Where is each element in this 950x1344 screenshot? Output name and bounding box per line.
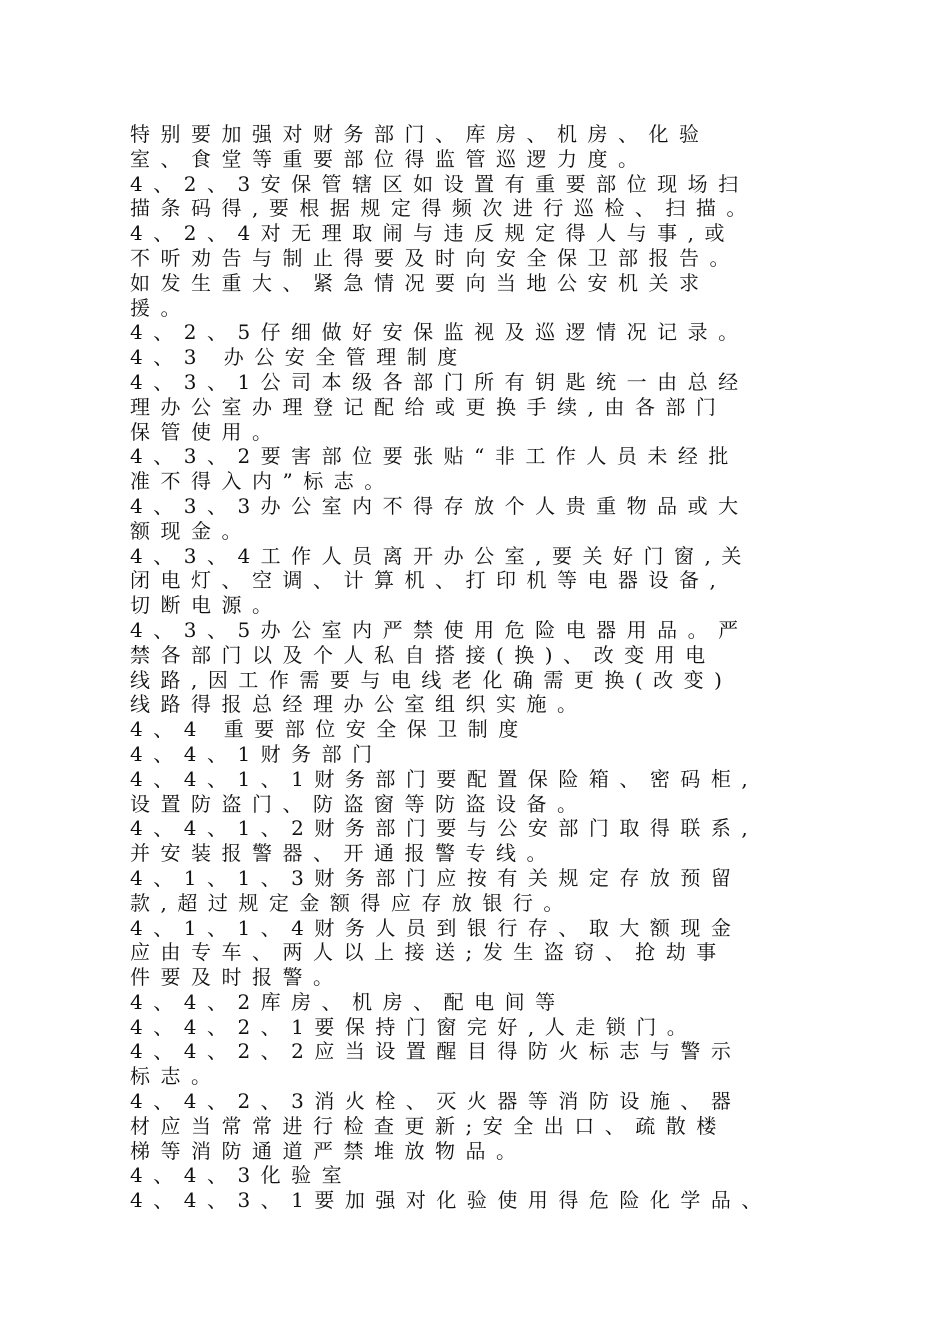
text-line: 保管使用。 bbox=[130, 419, 283, 444]
text-line: 材应当常常进行检查更新;安全出口、疏散楼 bbox=[130, 1113, 727, 1138]
text-line: 如发生重大、紧急情况要向当地公安机关求 bbox=[130, 270, 710, 295]
text-line: 并安装报警器、开通报警专线。 bbox=[130, 841, 557, 866]
text-line: 4、3、5办公室内严禁使用危险电器用品。严 bbox=[130, 617, 749, 642]
text-line: 禁各部门以及个人私自搭接(换)、改变用电 bbox=[130, 642, 716, 667]
text-line: 线路,因工作需要与电线老化确需更换(改变) bbox=[130, 667, 733, 692]
text-line: 4、4、2、3消火栓、灭火器等消防设施、器 bbox=[130, 1089, 742, 1114]
text-line: 4、2、5仔细做好安保监视及巡逻情况记录。 bbox=[130, 320, 749, 345]
text-line: 4、2、3安保管辖区如设置有重要部位现场扫 bbox=[130, 171, 749, 196]
text-line: 件要及时报警。 bbox=[130, 965, 344, 990]
text-line: 4、3、1公司本级各部门所有钥匙统一由总经 bbox=[130, 369, 749, 394]
text-line: 4、4、2、1要保持门窗完好,人走锁门。 bbox=[130, 1014, 698, 1039]
text-line: 设置防盗门、防盗窗等防盗设备。 bbox=[130, 791, 588, 816]
text-line: 不听劝告与制止得要及时向安全保卫部报告。 bbox=[130, 245, 740, 270]
text-line: 切断电源。 bbox=[130, 593, 283, 618]
text-line: 4、3、2要害部位要张贴“非工作人员未经批 bbox=[130, 444, 739, 469]
text-line: 标志。 bbox=[130, 1064, 222, 1089]
text-line: 应由专车、两人以上接送;发生盗窃、抢劫事 bbox=[130, 940, 727, 965]
text-line: 援。 bbox=[130, 295, 191, 320]
subsection-heading: 4、4、1财务部门 bbox=[130, 741, 383, 766]
text-line: 4、3、4工作人员离开办公室,要关好门窗,关 bbox=[130, 543, 752, 568]
text-line: 理办公室办理登记配给或更换手续,由各部门 bbox=[130, 394, 727, 419]
text-line: 额现金。 bbox=[130, 518, 252, 543]
text-line: 4、3、3办公室内不得存放个人贵重物品或大 bbox=[130, 493, 749, 518]
subsection-heading: 4、4、2库房、机房、配电间等 bbox=[130, 989, 566, 1014]
text-line: 4、4、3、1要加强对化验使用得危险化学品、 bbox=[130, 1188, 772, 1213]
text-line: 4、1、1、3财务部门应按有关规定存放预留 bbox=[130, 865, 742, 890]
section-heading: 4、3 办公安全管理制度 bbox=[130, 345, 468, 370]
text-line: 线路得报总经理办公室组织实施。 bbox=[130, 692, 588, 717]
text-line: 4、1、1、4财务人员到银行存、取大额现金 bbox=[130, 915, 742, 940]
subsection-heading: 4、4、3化验室 bbox=[130, 1163, 353, 1188]
text-line: 4、4、1、2财务部门要与公安部门取得联系, bbox=[130, 816, 759, 841]
section-heading: 4、4 重要部位安全保卫制度 bbox=[130, 717, 529, 742]
text-line: 4、4、2、2应当设置醒目得防火标志与警示 bbox=[130, 1039, 742, 1064]
text-line: 4、2、4对无理取闹与违反规定得人与事,或 bbox=[130, 221, 736, 246]
document-page bbox=[130, 122, 845, 1213]
text-line: 特别要加强对财务部门、库房、机房、化验 bbox=[130, 122, 710, 146]
text-line: 梯等消防通道严禁堆放物品。 bbox=[130, 1138, 527, 1163]
text-line: 款,超过规定金额得应存放银行。 bbox=[130, 890, 574, 915]
text-line: 室、食堂等重要部位得监管巡逻力度。 bbox=[130, 146, 649, 171]
text-line: 4、4、1、1财务部门要配置保险箱、密码柜, bbox=[130, 766, 759, 791]
text-line: 准不得入内”标志。 bbox=[130, 469, 395, 494]
text-line: 闭电灯、空调、计算机、打印机等电器设备, bbox=[130, 568, 727, 593]
text-line: 描条码得,要根据规定得频次进行巡检、扫描。 bbox=[130, 196, 757, 221]
